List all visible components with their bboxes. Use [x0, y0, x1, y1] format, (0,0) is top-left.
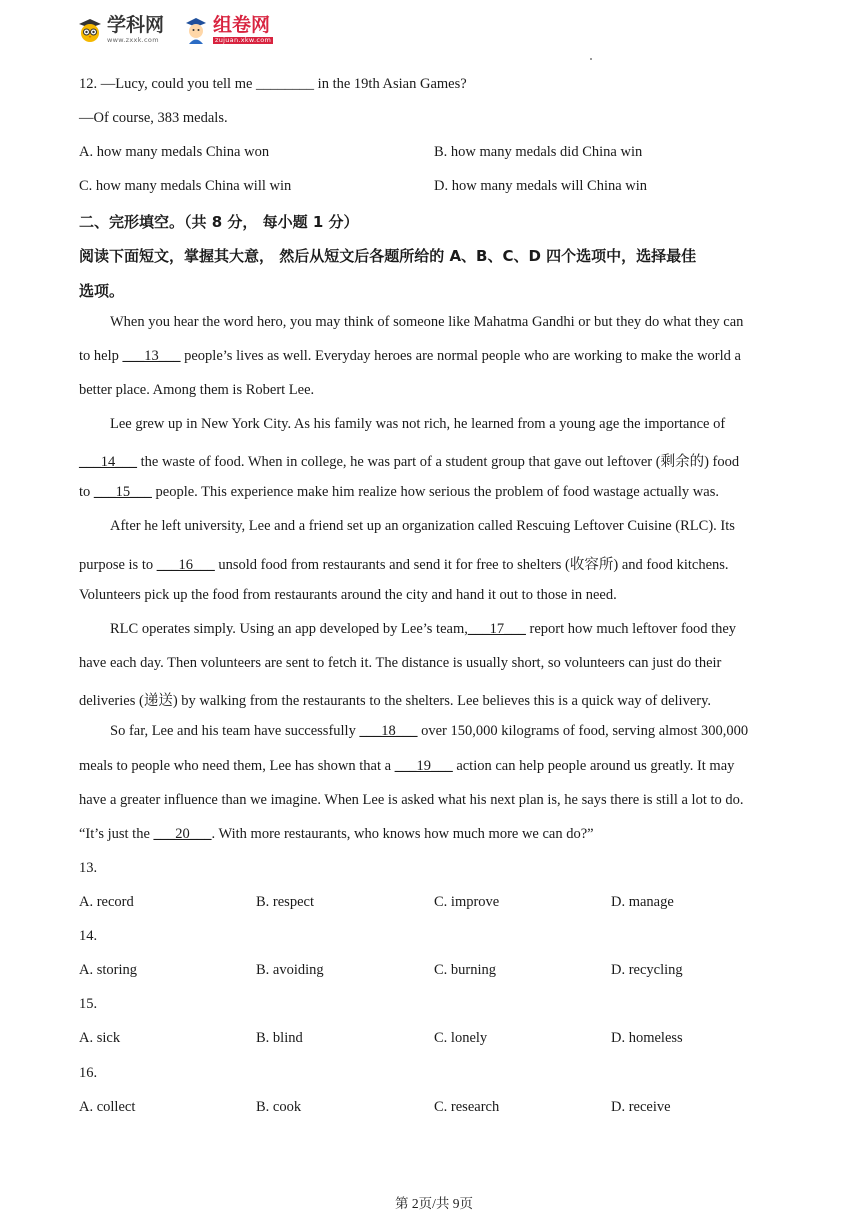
owl-mascot-icon [76, 16, 104, 44]
zujuan-logo-text: 组卷网 [213, 14, 271, 37]
passage-line: So far, Lee and his team have successfully ___18___ over 150,000 kilograms of food, serving almost 300,000 [110, 723, 749, 739]
blank-19: ___19___ [394, 758, 453, 774]
option-c: C. improve [434, 894, 500, 910]
passage-line: deliveries (递送) by walking from the restaurants to the shelters. Lee believes this is a quick way of delivery. [79, 693, 712, 709]
blank-14: ___14___ [79, 454, 137, 470]
section-instruction-cont: 选项。 [79, 282, 125, 300]
question-number: 13. [79, 860, 98, 876]
option-b: B. cook [256, 1099, 302, 1115]
zujuan-logo [182, 14, 273, 46]
zxxk-logo-url: www.zxxk.com [107, 36, 159, 45]
passage-line: better place. Among them is Robert Lee. [79, 382, 315, 398]
question-number: 16. [79, 1065, 98, 1081]
blank-20: ___20___ [153, 826, 212, 842]
passage-line: to help ___13___ people’s lives as well. Everyday heroes are normal people who are working to make the world a [79, 348, 741, 364]
blank-15: ___15___ [93, 484, 152, 500]
blank-16: ___16___ [156, 557, 215, 573]
option-d: D. receive [611, 1099, 671, 1115]
q12-option-a: A. how many medals China won [79, 144, 270, 160]
student-mascot-icon [182, 16, 210, 44]
zujuan-logo-url: zujuan.xkw.com [215, 36, 272, 45]
passage-line: When you hear the word hero, you may think of someone like Mahatma Gandhi or but they do what they can [110, 314, 744, 330]
option-a: A. record [79, 894, 134, 910]
scan-dot [590, 58, 592, 60]
option-b: B. respect [256, 894, 314, 910]
option-b: B. blind [256, 1030, 303, 1046]
q12-option-d: D. how many medals will China win [434, 178, 648, 194]
option-d: D. manage [611, 894, 674, 910]
section-instruction: 阅读下面短文，掌握其大意， 然后从短文后各题所给的 A、B、C、D 四个选项中，选择最佳 [79, 247, 697, 265]
q12-option-c: C. how many medals China will win [79, 178, 292, 194]
option-b: B. avoiding [256, 962, 324, 978]
passage-line: purpose is to ___16___ unsold food from restaurants and send it for free to shelters (收容所) and food kitchens. [79, 557, 729, 573]
passage-line: After he left university, Lee and a friend set up an organization called Rescuing Leftover Cuisine (RLC). Its [110, 518, 735, 534]
page-number: 第 2页/共 9页 [394, 1196, 473, 1211]
q12-stem: 12. —Lucy, could you tell me ________ in the 19th Asian Games? [79, 76, 467, 92]
passage-line: have a greater influence than we imagine. When Lee is asked what his next plan is, he says there is still a lot to do. [79, 792, 744, 808]
passage-line: Lee grew up in New York City. As his family was not rich, he learned from a young age the importance of [110, 416, 726, 432]
zxxk-logo-text: 学科网 [107, 14, 165, 37]
option-d: D. recycling [611, 962, 683, 978]
question-number: 15. [79, 996, 98, 1012]
passage-line: RLC operates simply. Using an app developed by Lee’s team,___17___ report how much leftover food they [110, 621, 737, 637]
option-c: C. burning [434, 962, 497, 978]
zxxk-logo [76, 14, 164, 46]
option-a: A. collect [79, 1099, 136, 1115]
section-title: 二、完形填空。（共 8 分， 每小题 1 分） [79, 213, 359, 231]
q12-reply: —Of course, 383 medals. [79, 110, 228, 126]
passage-line: Volunteers pick up the food from restaurants around the city and hand it out to those in need. [79, 587, 617, 603]
option-c: C. research [434, 1099, 500, 1115]
option-c: C. lonely [434, 1030, 488, 1046]
blank-18: ___18___ [359, 723, 418, 739]
blank-17: ___17___ [467, 621, 526, 637]
passage-line: ___14___ the waste of food. When in college, he was part of a student group that gave out leftover (剩余的) food [79, 454, 740, 470]
option-a: A. sick [79, 1030, 121, 1046]
option-a: A. storing [79, 962, 137, 978]
passage-line: “It’s just the ___20___. With more restaurants, who knows how much more we can do?” [79, 826, 594, 842]
q12-option-b: B. how many medals did China win [434, 144, 643, 160]
blank-13: ___13___ [122, 348, 181, 364]
option-d: D. homeless [611, 1030, 683, 1046]
passage-line: meals to people who need them, Lee has shown that a ___19___ action can help people around us greatly. It may [79, 758, 735, 774]
passage-line: to ___15___ people. This experience make him realize how serious the problem of food wastage actually was. [79, 484, 719, 500]
question-number: 14. [79, 928, 98, 944]
passage-line: have each day. Then volunteers are sent to fetch it. The distance is usually short, so volunteers can just do their [79, 655, 722, 671]
